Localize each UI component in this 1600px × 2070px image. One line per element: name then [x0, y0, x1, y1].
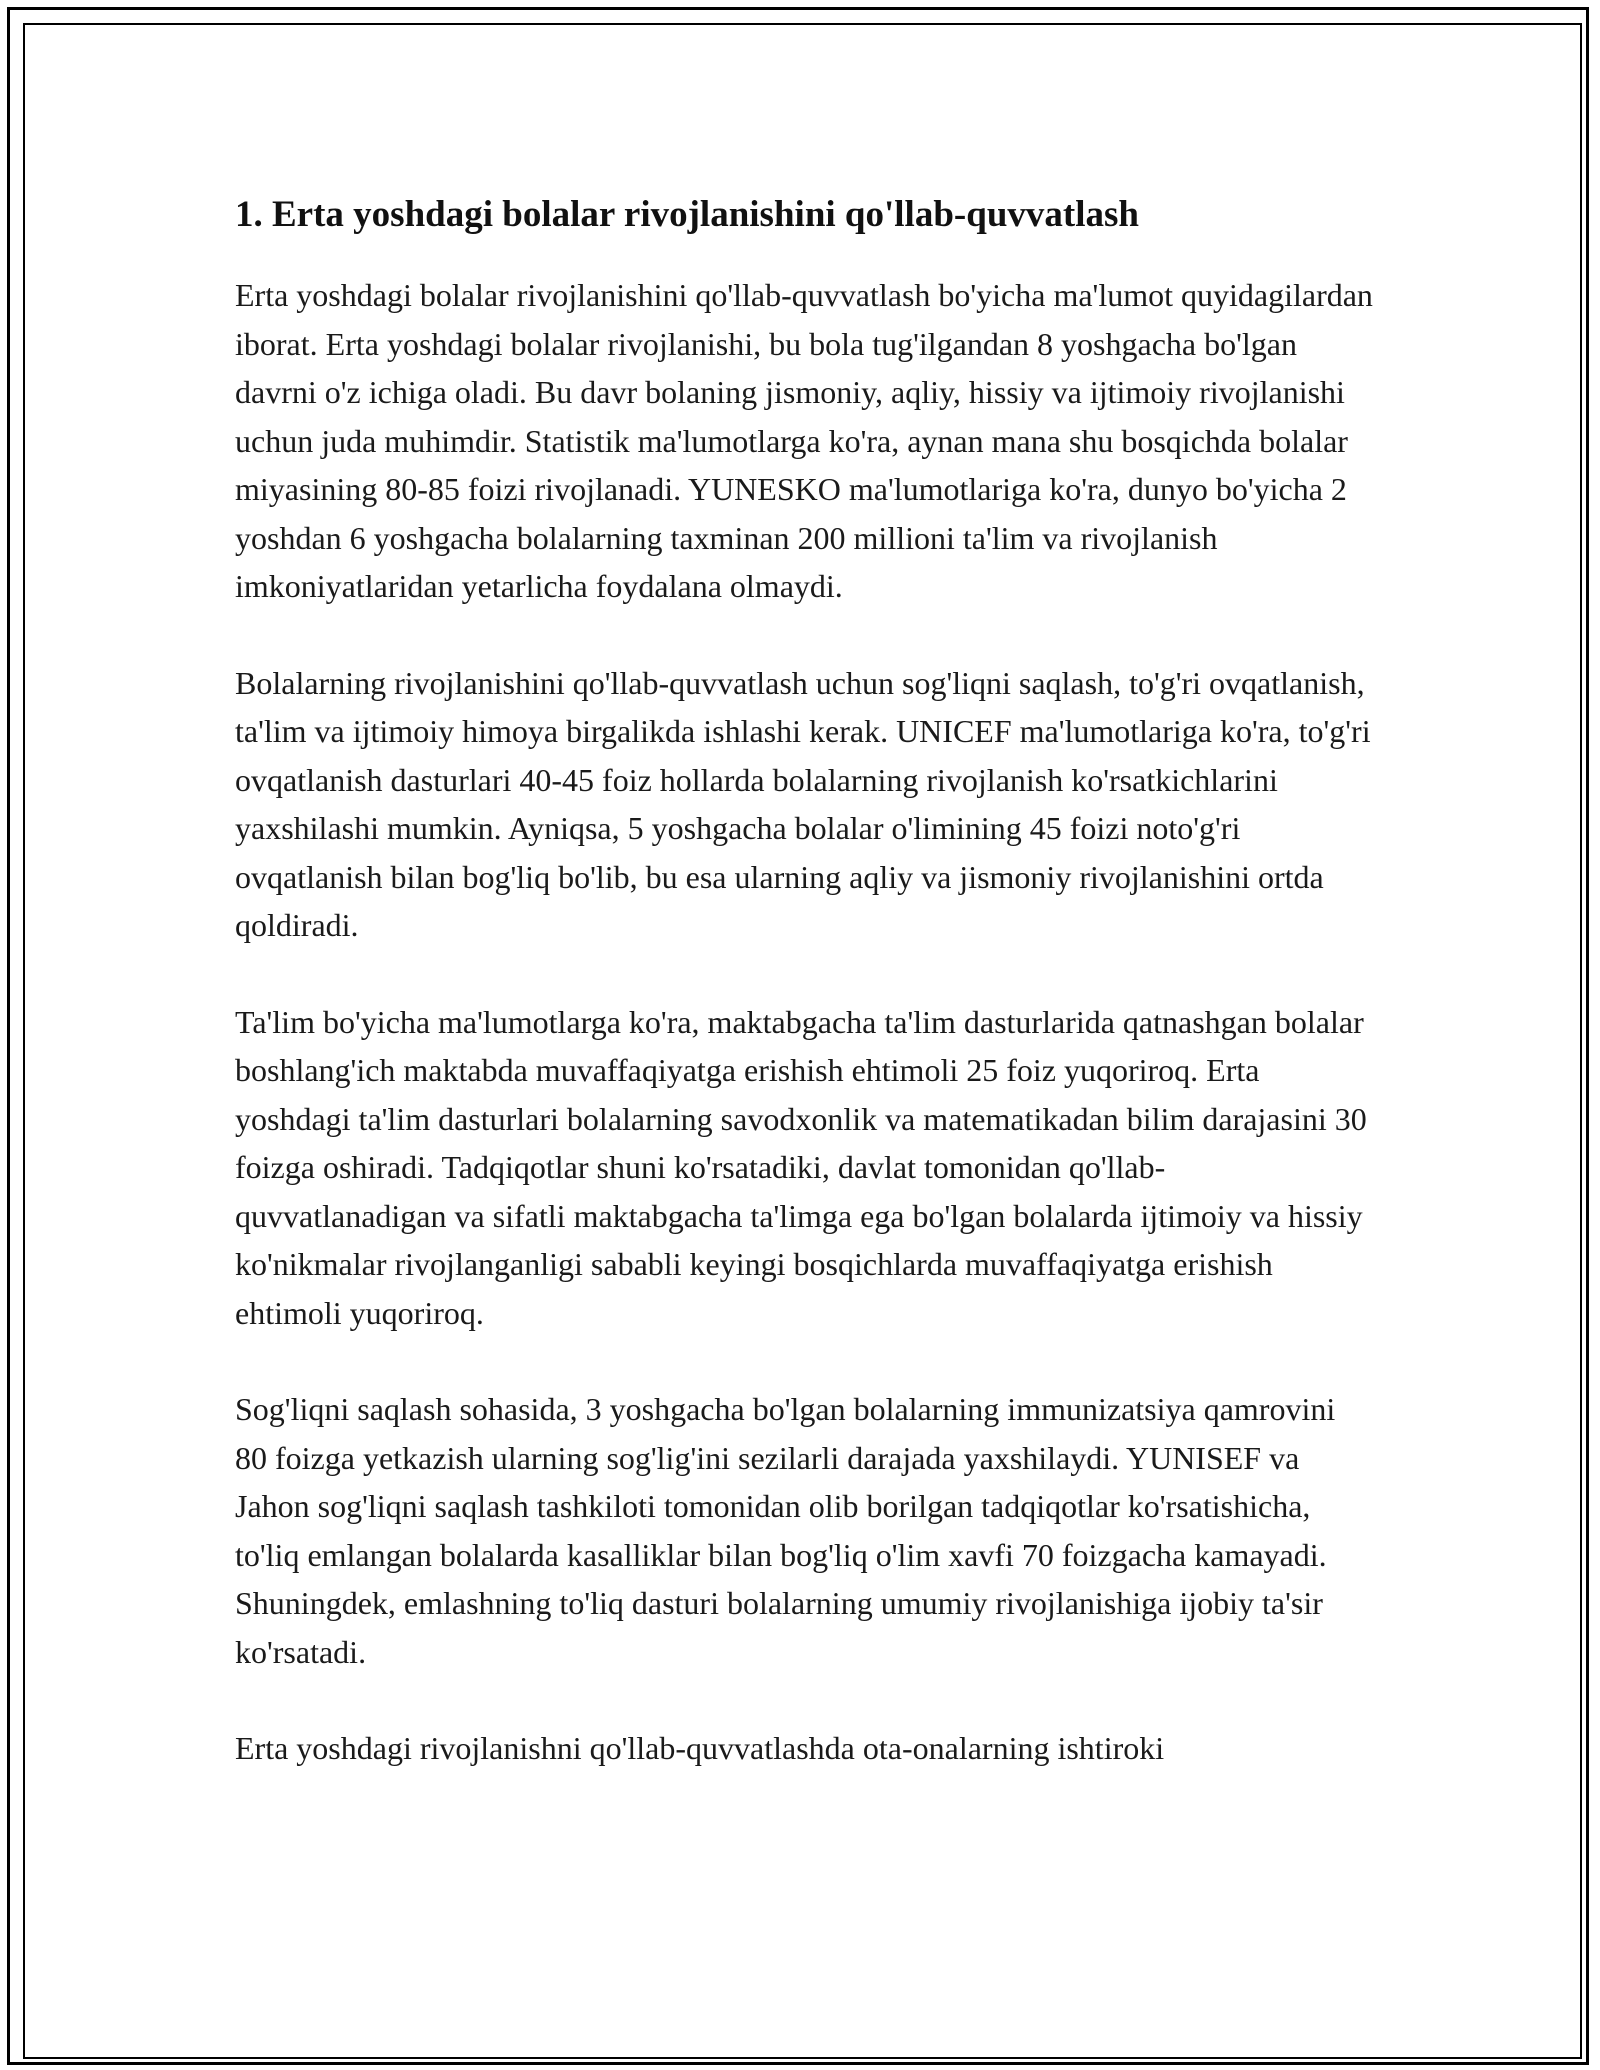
paragraph-nutrition: Bolalarning rivojlanishini qo'llab-quvvatlash uchun sog'liqni saqlash, to'g'ri ovqatlanish, ta'lim va ijtimoiy himoya birgalikda ishlashi kerak. UNICEF ma'lumotlariga ko'ra, to'g'ri ovqatlanish dasturlari 40-45 foiz hollarda bolalarning rivojlanish ko'rsatkichlarini yaxshilashi mumkin. Ayniqsa, 5 yoshgacha bolalar o'limining 45 foizi noto'g'ri ovqatlanish bilan bog'liq bo'lib, bu esa ularning aqliy va jismoniy rivojlanishini ortda qoldiradi. [235, 664, 1371, 943]
document-body [235, 180, 1375, 1821]
paragraph-education: Ta'lim bo'yicha ma'lumotlarga ko'ra, maktabgacha ta'lim dasturlarida qatnashgan bolalar boshlang'ich maktabda muvaffaqiyatga erishish ehtimoli 25 foiz yuqoriroq. Erta yoshdagi ta'lim dasturlari bolalarning savodxonlik va matematikadan bilim darajasini 30 foizga oshiradi. Tadqiqotlar shuni ko'rsatadiki, davlat tomonidan qo'llab-quvvatlanadigan va sifatli maktabgacha ta'limga ega bo'lgan bolalarda ijtimoiy va hissiy ko'nikmalar rivojlanganligi sababli keyingi bosqichlarda muvaffaqiyatga erishish ehtimoli yuqoriroq. [235, 1003, 1367, 1331]
section-heading: 1. Erta yoshdagi bolalar rivojlanishini qo'llab-quvvatlash [235, 194, 1139, 235]
paragraph-parents: Erta yoshdagi rivojlanishni qo'llab-quvvatlashda ota-onalarning ishtiroki [235, 1730, 1165, 1766]
paragraph-health: Sog'liqni saqlash sohasida, 3 yoshgacha bo'lgan bolalarning immunizatsiya qamrovini 80 foizga yetkazish ularning sog'lig'ini sezilarli darajada yaxshilaydi. YUNISEF va Jahon sog'liqni saqlash tashkiloti tomonidan olib borilgan tadqiqotlar ko'rsatishicha, to'liq emlangan bolalarda kasalliklar bilan bog'liq o'lim xavfi 70 foizgacha kamayadi. Shuningdek, emlashning to'liq dasturi bolalarning umumiy rivojlanishiga ijobiy ta'sir ko'rsatadi. [235, 1391, 1336, 1670]
paragraph-intro: Erta yoshdagi bolalar rivojlanishini qo'llab-quvvatlash bo'yicha ma'lumot quyidagilardan iborat. Erta yoshdagi bolalar rivojlanishi, bu bola tug'ilgandan 8 yoshgacha bo'lgan davrni o'z ichiga oladi. Bu davr bolaning jismoniy, aqliy, hissiy va ijtimoiy rivojlanishi uchun juda muhimdir. Statistik ma'lumotlarga ko'ra, aynan mana shu bosqichda bolalar miyasining 80-85 foizi rivojlanadi. YUNESKO ma'lumotlariga ko'ra, dunyo bo'yicha 2 yoshdan 6 yoshgacha bolalarning taxminan 200 millioni ta'lim va rivojlanish imkoniyatlaridan yetarlicha foydalana olmaydi. [235, 277, 1373, 604]
